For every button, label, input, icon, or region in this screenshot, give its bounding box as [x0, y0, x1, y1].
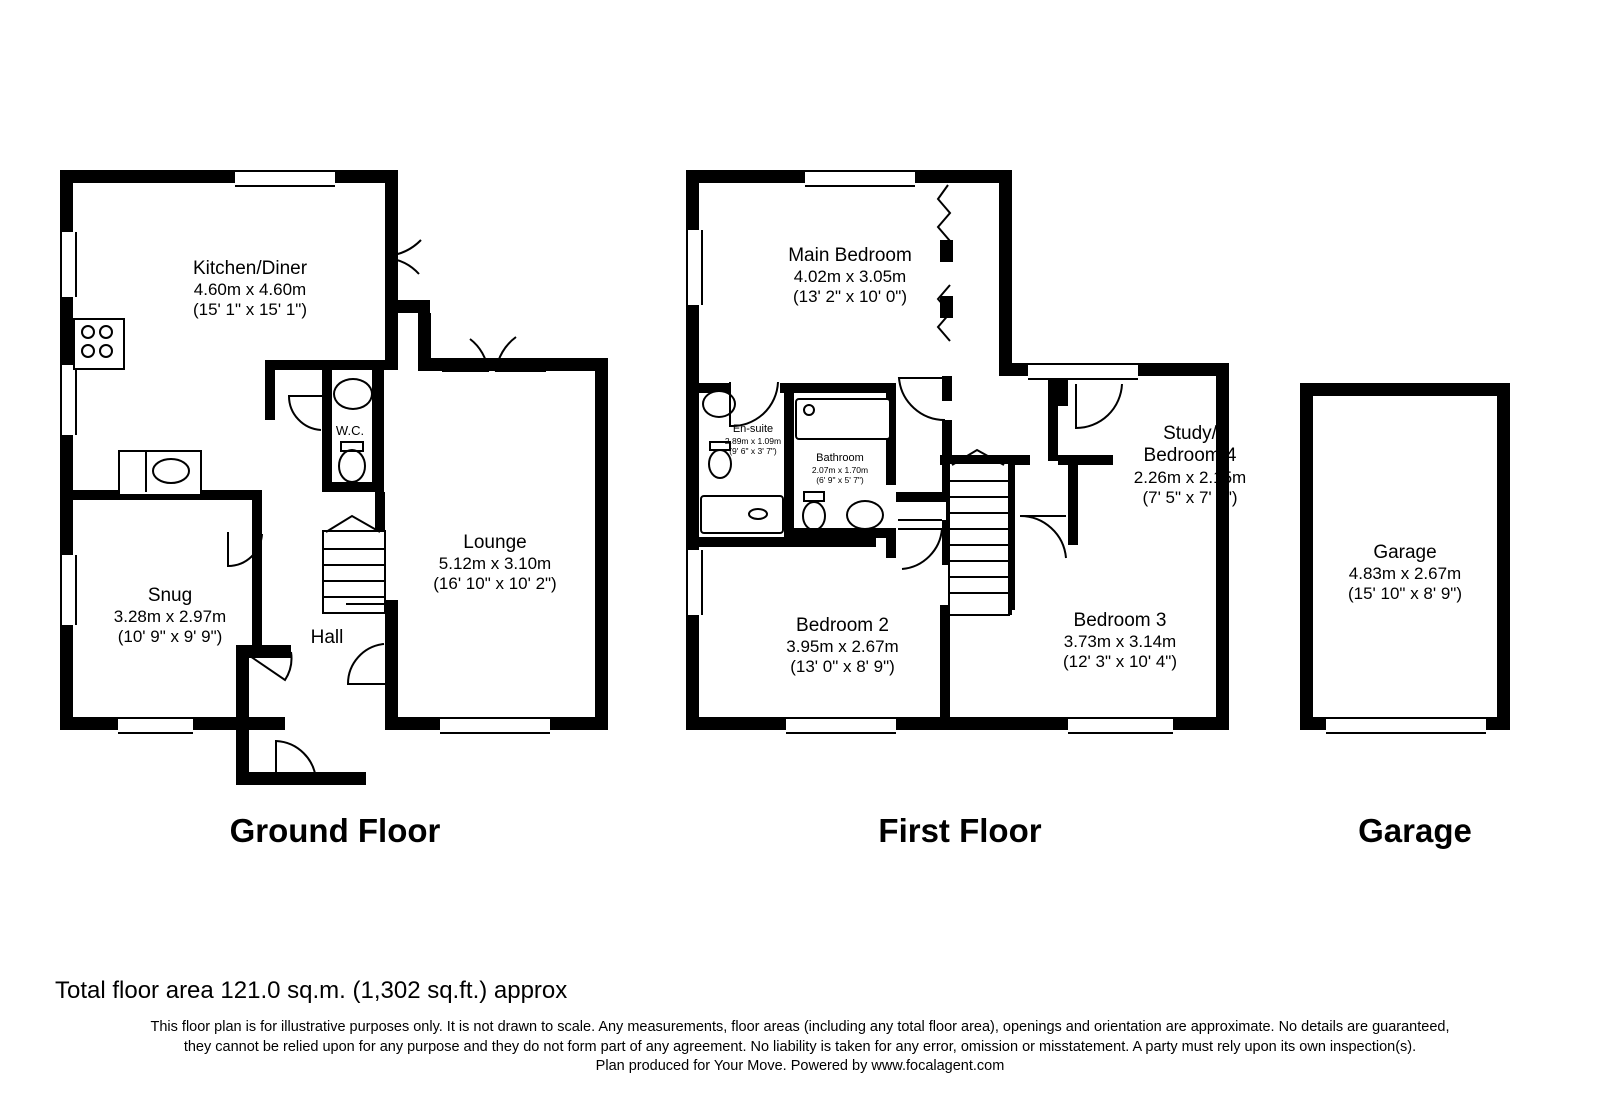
bath-plug-icon — [795, 398, 887, 436]
first-floor-plan — [650, 0, 1290, 849]
door-swing — [224, 530, 266, 572]
toilet-icon — [336, 440, 368, 485]
ground-floor-plan — [0, 0, 640, 849]
door-swing — [896, 525, 946, 571]
room-label-en-suite: En-suite 2.89m x 1.09m (9' 6" x 3' 7") — [724, 423, 782, 456]
window — [686, 550, 703, 615]
wall-segment — [265, 360, 385, 370]
window — [1028, 363, 1138, 380]
garage-door — [1326, 717, 1486, 734]
floor-title-garage: Garage — [1358, 812, 1472, 849]
wall-segment — [686, 537, 876, 547]
door-swing — [896, 480, 946, 524]
wall-segment — [886, 528, 896, 558]
window — [60, 232, 77, 297]
room-label-bedroom-2: Bedroom 2 3.95m x 2.67m (13' 0" x 8' 9") — [786, 615, 899, 677]
stair-direction-arrow — [948, 447, 1008, 469]
room-label-hall: Hall — [310, 627, 344, 648]
floor-title-ground: Ground Floor — [229, 812, 441, 849]
window — [1068, 717, 1173, 734]
wall-segment — [999, 170, 1012, 375]
room-label-bedroom-3: Bedroom 3 3.73m x 3.14m (12' 3" x 10' 4") — [1062, 610, 1177, 672]
room-label-study-bedroom4: Study/ Bedroom 4 2.26m x 2.15m (7' 5" x 7' 1") — [1133, 423, 1247, 507]
door-swing — [1012, 510, 1068, 558]
garage-plan — [1290, 0, 1600, 849]
wall-segment — [1300, 383, 1510, 396]
wall-segment — [1058, 376, 1068, 406]
wall-segment — [1068, 460, 1078, 545]
sink-icon — [118, 450, 198, 492]
room-label-lounge: Lounge 5.12m x 3.10m (16' 10" x 10' 2") — [433, 532, 557, 594]
door-swing — [893, 374, 949, 422]
floor-title-first: First Floor — [878, 812, 1042, 849]
room-label-snug: Snug 3.28m x 2.97m (10' 9" x 9' 9") — [113, 585, 227, 647]
window — [60, 365, 77, 435]
staircase — [948, 462, 1010, 616]
bath-plug-icon — [700, 495, 780, 530]
window — [686, 230, 703, 305]
wall-segment — [1216, 363, 1229, 730]
disclaimer-line-3: Plan produced for Your Move. Powered by www.focalagent.com — [595, 1058, 1005, 1075]
disclaimer-line-1: This floor plan is for illustrative purposes only. It is not drawn to scale. Any measurements, floor areas (including any total floor area), openings and orientation are approximate. No details are guaranteed, — [150, 1019, 1450, 1035]
room-label-garage: Garage 4.83m x 2.67m (15' 10" x 8' 9") — [1347, 542, 1462, 604]
toilet-icon — [800, 490, 828, 532]
window — [235, 170, 335, 187]
window — [805, 170, 915, 187]
door-swing — [440, 345, 550, 375]
disclaimer-line-2: they cannot be relied upon for any purpose and they do not form part of any agreement. No liability is taken for any error, omission or misstatement. A party must rely upon its own inspection(s). — [183, 1038, 1417, 1055]
disclaimer — [20, 1018, 1580, 1077]
window — [786, 717, 896, 734]
room-label-kitchen-diner: Kitchen/Diner 4.60m x 4.60m (15' 1" x 15' 1") — [192, 258, 308, 320]
window — [440, 717, 550, 734]
wall-segment — [60, 170, 398, 183]
room-label-main-bedroom: Main Bedroom 4.02m x 3.05m (13' 2" x 10' 0") — [788, 245, 912, 307]
wall-segment — [780, 383, 895, 393]
room-label-wc: W.C. — [335, 423, 365, 438]
door-swing — [272, 735, 322, 785]
hob-icon — [73, 318, 121, 366]
basin-icon — [333, 378, 373, 410]
total-floor-area: Total floor area 121.0 sq.m. (1,302 sq.ft.) approx — [55, 977, 568, 1004]
stair-direction-arrow — [322, 512, 384, 536]
window — [118, 717, 193, 734]
basin-icon — [846, 500, 884, 530]
wall-segment — [1048, 376, 1058, 461]
door-swing — [385, 200, 425, 310]
room-label-bathroom: Bathroom 2.07m x 1.70m (6' 9" x 5' 7") — [811, 452, 869, 485]
door-swing — [728, 378, 784, 428]
door-swing — [245, 650, 295, 700]
